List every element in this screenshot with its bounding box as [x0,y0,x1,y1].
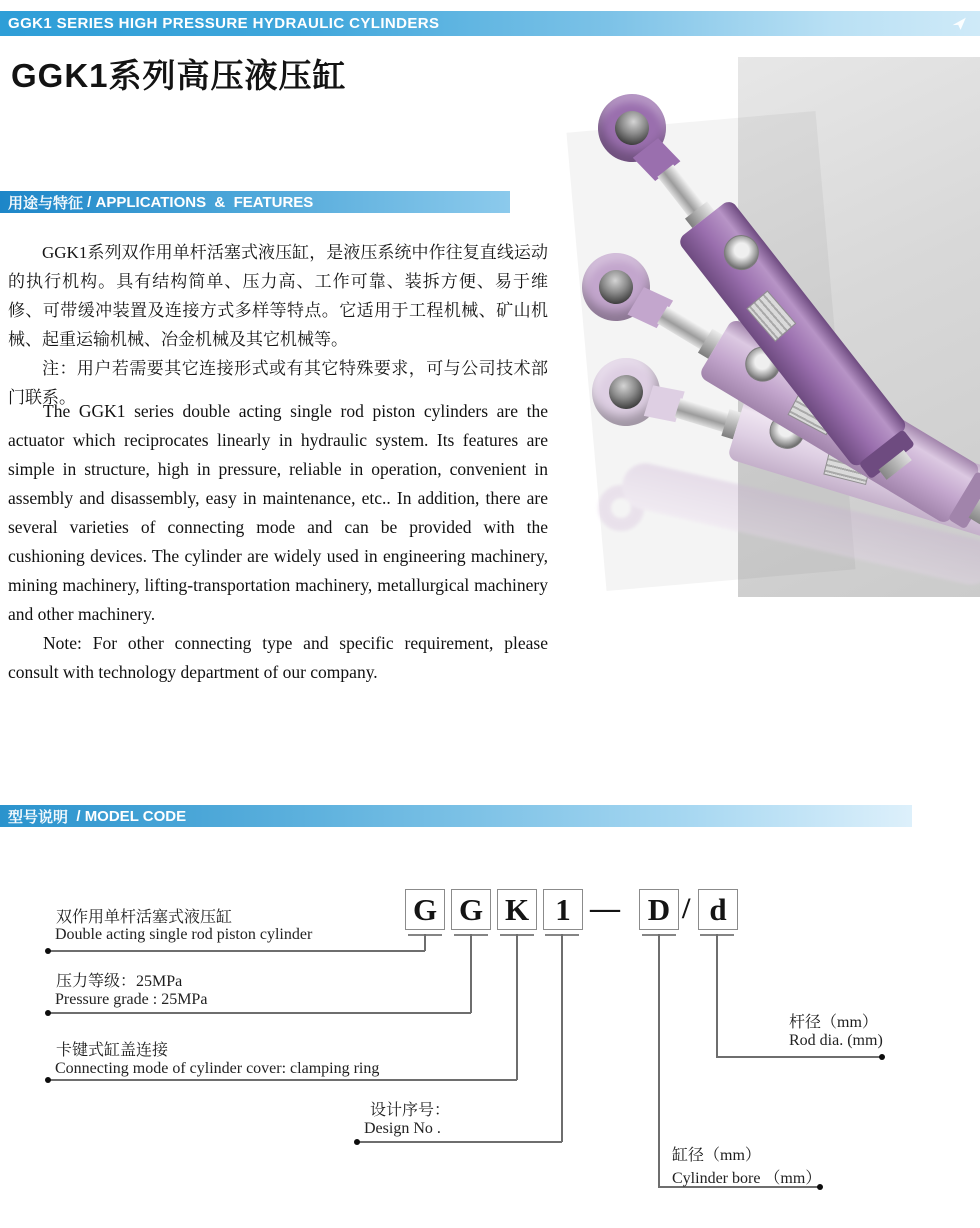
banner-corner-flag-icon [951,15,968,32]
top-banner [0,11,980,36]
label-connecting-mode-zh: 卡键式缸盖连接 [56,1042,169,1059]
model-code-diagram [0,860,980,1228]
section-header-applications [0,191,510,213]
label-pressure-grade-zh: 压力等级：25MPa [56,973,183,990]
label-cylinder-type-en: Double acting single rod piston cylinder [55,926,313,943]
section-header-model-en: MODEL CODE [84,807,187,825]
label-rod-dia-en: Rod dia. (mm) [789,1032,883,1049]
code-box-5: D [639,889,679,930]
applications-body-zh: GGK1系列双作用单杆活塞式液压缸，是液压系统中作往复直线运动的执行机构。具有结构简单、压力高、工作可靠、装拆方便、易于维修、可带缓冲装置及连接方式多样等特点。它适用于工程机械、矿山机械、起重运输机械、冶金机械及其它机械等。 [8,243,548,349]
code-box-6: d [698,889,738,930]
top-banner-title: GGK1 SERIES HIGH PRESSURE HYDRAULIC CYLINDERS [8,15,440,32]
section-header-applications-zh: 用途与特征 [8,194,84,212]
section-header-model-zh: 型号说明 [8,808,73,826]
applications-paragraph-zh [8,238,548,412]
label-rod-dia-zh: 杆径（mm） [789,1014,878,1031]
code-box-3: K [497,889,537,930]
label-design-no-en: Design No . [364,1120,441,1137]
applications-paragraph-en [8,397,548,687]
code-box-1: G [405,889,445,930]
applications-note-zh: 注：用户若需要其它连接形式或有其它特殊要求，可与公司技术部门联系。 [8,359,548,407]
section-header-model-code [0,805,912,827]
code-box-4: 1 [543,889,583,930]
label-cylinder-bore-zh: 缸径（mm） [672,1147,761,1164]
label-pressure-grade-en: Pressure grade : 25MPa [55,991,208,1008]
label-connecting-mode-en: Connecting mode of cylinder cover: clamping ring [55,1060,380,1077]
product-photo-hydraulic-cylinders [558,55,980,600]
label-cylinder-type-zh: 双作用单杆活塞式液压缸 [56,909,233,926]
label-cylinder-bore-en: Cylinder bore （mm） [672,1170,822,1187]
section-header-applications-en: APPLICATIONS & FEATURES [95,193,314,211]
page-title: GGK1系列高压液压缸 [11,57,347,94]
code-box-2: G [451,889,491,930]
applications-body-en: The GGK1 series double acting single rod piston cylinders are the actuator which reciprocates linearly in hydraulic system. Its features are simple in structure, high in pressure, reliable in operation, convenient in assembly and disassembly, easy in maintenance, etc.. In addition, there are several varieties of connecting mode and can be provided with the cushioning devices. The cylinder are widely used in engineering machinery, mining machinery, lifting-transportation machinery, metallurgical machinery and other machinery. [8,401,548,624]
section-header-separator: / [83,193,96,211]
label-design-no-zh: 设计序号： [370,1102,451,1119]
applications-note-en: Note: For other connecting type and specific requirement, please consult with technology department of our company. [8,633,548,682]
code-slash-separator: / [682,892,691,925]
code-dash-separator: — [590,892,620,925]
section-header-separator: / [72,807,85,825]
